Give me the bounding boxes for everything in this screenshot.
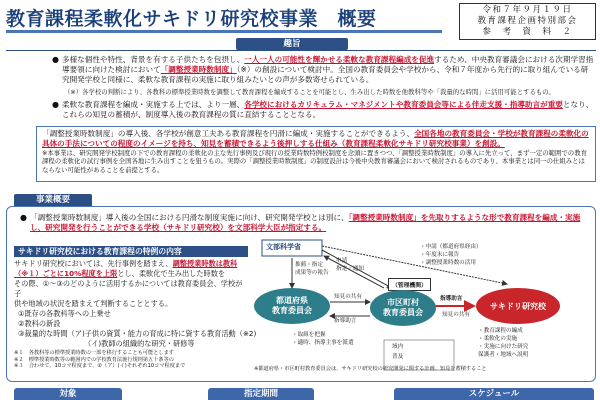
emphasis-text: （※１）ごとに10%程度を上限 — [14, 269, 118, 278]
management-tag: （管理機関） — [388, 278, 431, 291]
bullet-dot-icon: ● — [52, 55, 59, 64]
emphasis-text: 各学校におけるカリキュラム・マネジメントや教育委員会等による伴走支援・指導助言が重要 — [244, 100, 563, 109]
provision-item: （イ)教師の組織的な研究・研修等 — [84, 339, 195, 348]
provision-line: 供や地域の状況を踏まえて判断することとする。 — [14, 299, 173, 308]
bullet-dot-icon: ● — [52, 100, 59, 109]
purpose-note-1: （※）各学校の判断により、各教科の標準授業時数を調整して教育課程を編成することを可能とし、生み出した時数を他教科等や「裁量的な時間」に活用可能とするもの。 — [64, 88, 555, 96]
bottom-tab-period: 指定期間 — [208, 388, 314, 400]
provision-item: ②教科の新設 — [18, 319, 61, 328]
special-provisions-header: サキドリ研究校における教育課程の特例の内容 — [14, 246, 248, 257]
school-note: ・柔軟化の実施 — [478, 336, 518, 342]
text-segment: となり、これらの知見の蓄積が、制度導入後の教育課程の質に直結することとなる。 — [62, 100, 594, 119]
special-provisions-body — [14, 257, 257, 370]
arrow-label-advice: 指導助言 — [334, 318, 357, 324]
provision-footnote: ※３ 合わせて、10コマ程度まで、②（ア）(イ)それぞれ10コマ程度まで — [14, 363, 186, 370]
practice-note: ・取組を把握 — [292, 332, 326, 338]
purpose-bullet-2 — [52, 100, 594, 120]
special-provisions-panel — [14, 246, 257, 374]
sakidori-school-oval: サキドリ研究校 — [476, 288, 560, 324]
meta-material: 参 考 資 料 ２ — [482, 27, 573, 37]
meta-date: 令和７年９月１９日 — [482, 5, 573, 15]
bullet-dot-icon: ● — [20, 213, 27, 222]
text-segment: 柔軟な教育課程を編成・実施する上では、より一層、 — [62, 100, 245, 109]
arrow-note-usage: ・調整授業時数の活用 — [420, 260, 476, 266]
emphasis-text: 一人一人の可能性を輝かせる柔軟な教育課程編成を促進 — [244, 55, 435, 64]
provision-footnote: ※１ 各教科等の標準授業時数の一部を移行することも可能とします — [14, 350, 174, 356]
mechanism-info-box — [36, 126, 596, 182]
provision-item: ③裁量的な時間（ア)子供の資質・能力の育成に特に資する教育活動（※2) — [18, 329, 257, 338]
municipal-board-oval: 市区町村 教育委員会 — [370, 290, 436, 326]
arrow-note-apply: ・申請（都道府県経由） — [420, 244, 482, 250]
meta-committee: 教育課程企画特別部会 — [477, 16, 578, 26]
provision-line: その際、①～③のどのように活用するかについては教育委員会、学校が子 — [14, 279, 243, 298]
practice-note: ・適時、指導主事を派遣 — [292, 340, 354, 346]
bottom-tab-schedule: スケジュール — [394, 388, 594, 400]
mext-label: 文部科学省 — [266, 243, 301, 251]
title-underline — [6, 30, 442, 33]
section-tab-purpose: 趣旨 — [236, 38, 348, 50]
region-label: 域内 — [392, 344, 404, 350]
section-divider-purpose — [6, 50, 596, 51]
arrow-label-recommend: 推薦・指定 — [295, 262, 323, 268]
provision-line — [14, 269, 248, 279]
purpose-bullet-1 — [52, 55, 594, 85]
info-note: ※本事業は、研究開発学校制度の下での教育課程の柔軟化の主な先行事例及び現行の授業時数特例校制度を念頭に置きつつ、「調整授業時数制度」の導入に先立って、まず一定の範囲での教育課程の柔軟化の試行事例を全国各地に生み出すことを狙うもの。実際の「調整授業時数制度」の制度設計は今後中央教育審議会において検討されるものであり、本事業とは同一の仕組みとはならない可能性があることを前提とする。 — [42, 149, 587, 174]
school-note: ・教育課程の編成 — [478, 328, 523, 334]
arrow-label-guide: 指導助言 — [440, 296, 463, 302]
school-note: ・実施に向けた研究 — [478, 344, 529, 350]
section-tab-overview: 事業概要 — [14, 194, 92, 207]
prefecture-board-oval: 都道府県 教育委員会 — [254, 288, 330, 324]
arrow-label-local-share: 知見の共有 — [442, 312, 470, 318]
text-segment: とし、柔軟化で生み出した時数を — [117, 269, 226, 278]
text-segment: 「調整授業時数制度」導入後の全国における円滑な制度実施に向け、研究開発学校とは別に、 — [30, 213, 349, 222]
bottom-tab-target: 対象 — [14, 388, 122, 400]
arrow-label-report: 成果等の報告 — [295, 270, 329, 276]
arrow-label-knowhow: 知見の共有 — [334, 294, 362, 300]
arrow-note-report: ・年度末に報告 — [420, 252, 460, 258]
text-segment: サキドリ研究校においては、先行事例を踏まえ、 — [14, 259, 173, 268]
overview-lead — [20, 213, 590, 233]
school-note: 保護者・地域へ説明 — [478, 352, 529, 358]
arrow-label-designate: 指定・通知 — [336, 266, 364, 272]
emphasis-text: 調整授業時数は教科 — [172, 259, 238, 268]
provision-item: ①既存の各教科等への上乗せ — [18, 309, 111, 318]
provision-line — [14, 259, 248, 269]
emphasis-text: 「調整授業時数制度」 — [160, 65, 237, 74]
text-segment: 「調整授業時数制度」の導入後、各学校が創意工夫ある教育課程を円滑に編成・実施することができるよう、 — [42, 129, 415, 138]
spread-label: 普及 — [392, 354, 404, 360]
arrow-label-apply: 申請 — [336, 258, 348, 264]
info-main — [42, 129, 590, 148]
document-meta-box — [459, 3, 596, 40]
emphasis-text: 全国各地の教育委員会・学校が教育課程の柔軟化の具体の手法についての程度のイメージを持ち、知見を蓄積できるよう後押しする仕組み（教育課程柔軟化サキドリ研究校事業）を創設。 — [42, 129, 589, 148]
text-segment: （※）の創設について検討中。全国の教育委員会や学校から、令和７年度から先行的に取り組んでいる研究開発学校と同様に、柔軟な教育課程の実施に取り組みたいとの声が多数寄せられている。 — [62, 65, 589, 84]
emphasis-text: 「調整授業時数制度」を先取りするような形で教育課程を編成・実施し、研究開発を行うことができる学校（サキドリ研究校）を文部科学大臣が指定する。 — [30, 213, 581, 232]
text-segment: するため、中央教育審議会における次期学習指導要領に向けた検討において — [62, 55, 594, 74]
diagram-footnote: ※都道府県・市区町村教育委員会は、サキドリ研究校の研究開発に関する計画、知見を蓄積すること — [254, 366, 487, 372]
page-title: 教育課程柔軟化サキドリ研究校事業 概要 — [6, 8, 377, 30]
text-segment: 多様な個性や特性、背景を有する子供たちを包摂し、 — [62, 55, 245, 64]
provision-footnote: ※２ 標準授業時数等の範囲内での学校教育法施行規則第五十条等の — [14, 356, 174, 363]
implementation-diagram — [252, 236, 590, 376]
